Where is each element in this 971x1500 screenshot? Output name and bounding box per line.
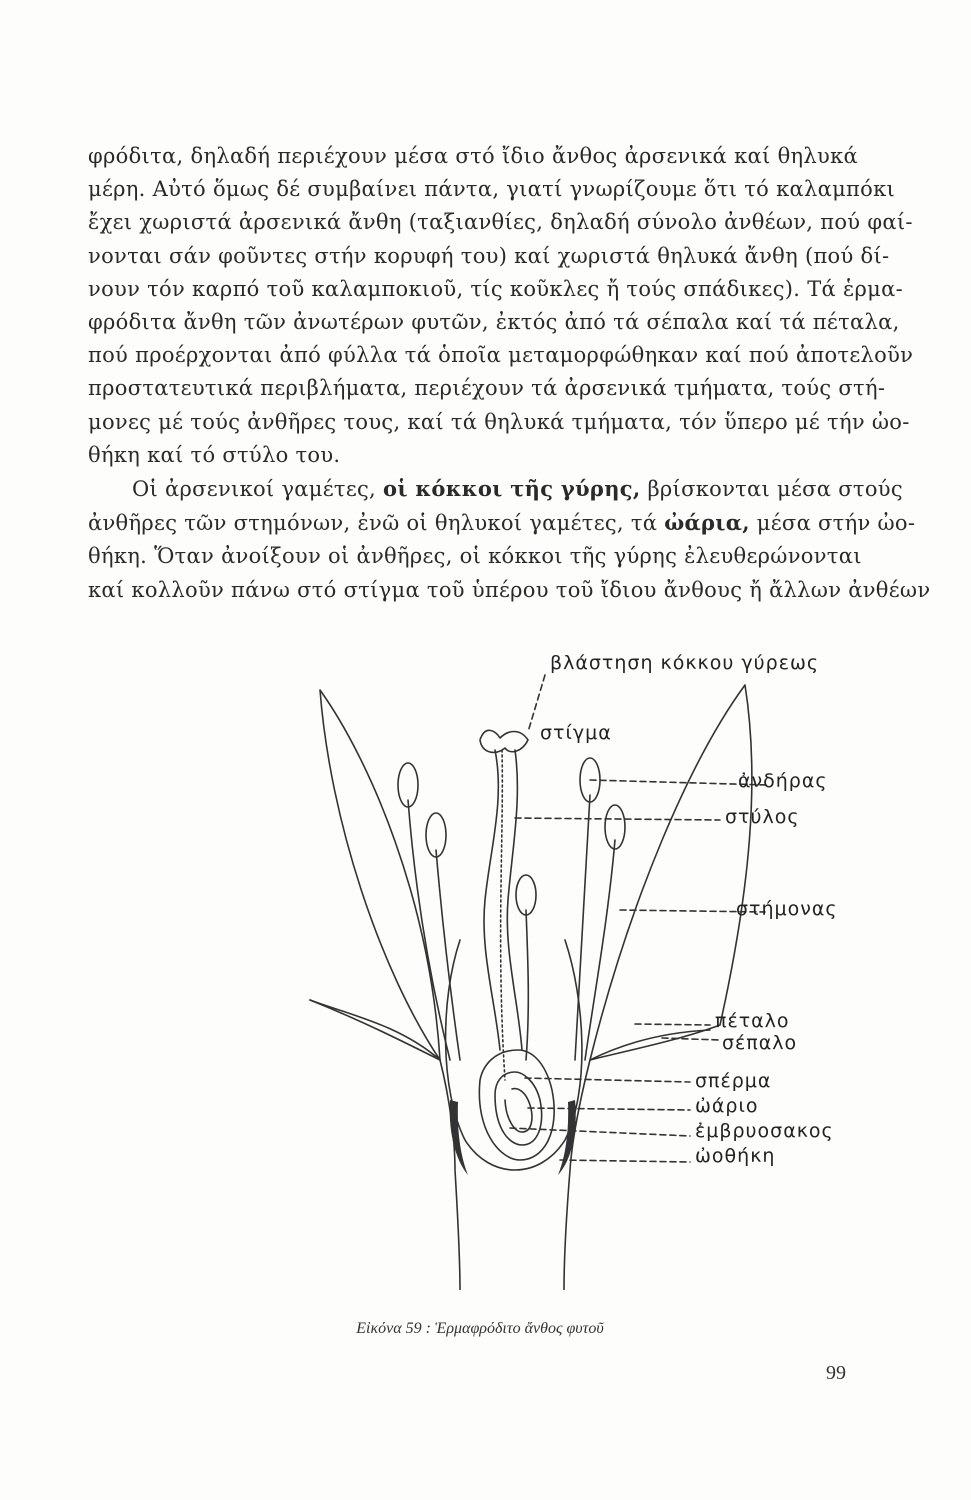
label-embryo-sac: ἐμβρυοσακος xyxy=(695,1120,834,1142)
ovary-wall-dark xyxy=(450,1100,468,1175)
flower-diagram xyxy=(290,640,850,1290)
text-line: καί κολλοῦν πάνω στό στίγμα τοῦ ὑπέρου τοῦ ἴδιου ἄνθους ἤ ἄλλων ἀνθέων xyxy=(88,577,931,602)
ovary-outline xyxy=(446,940,582,1170)
embryo-sac xyxy=(505,1089,532,1132)
body-text xyxy=(88,140,931,607)
text-fragment: ἀνθῆρες τῶν στημόνων, ἐνῶ οἱ θηλυκοί γαμέτες, τά xyxy=(88,511,665,536)
pollen-tube xyxy=(501,750,505,1080)
label-sperm: σπέρμα xyxy=(695,1070,772,1092)
text-line: νουν τόν καρπό τοῦ καλαμποκιοῦ, τίς κοῦκλες ἤ τούς σπάδικες). Τά ἑρμα- xyxy=(88,276,904,301)
leader-line xyxy=(528,1108,690,1110)
stamen-filament xyxy=(575,795,590,1060)
text-line: φρόδιτα ἄνθη τῶν ἀνωτέρων φυτῶν, ἐκτός ἀπό τά σέπαλα καί τά πέταλα, xyxy=(88,310,900,335)
left-petal xyxy=(310,690,440,1060)
leader-line xyxy=(560,1160,690,1162)
text-line: πού προέρχονται ἀπό φύλλα τά ὁποῖα μεταμορφώθηκαν καί πού ἀποτελοῦν xyxy=(88,343,914,368)
text-fragment: μέσα στήν ὠο- xyxy=(749,511,916,536)
paragraph-2-line-2 xyxy=(88,506,916,540)
text-line: μέρη. Αὐτό ὅμως δέ συμβαίνει πάντα, γιατί γνωρίζουμε ὅτι τό καλαμπόκι xyxy=(88,177,896,202)
label-style: στύλος xyxy=(725,806,800,828)
label-ovum: ὠάριο xyxy=(695,1095,759,1117)
label-stigma: στίγμα xyxy=(540,722,612,744)
style-tube xyxy=(507,750,522,1050)
text-line: προστατευτικά περιβλήματα, περιέχουν τά ἀρσενικά τμήματα, τούς στή- xyxy=(88,376,886,401)
text-line: ἔχει χωριστά ἀρσενικά ἄνθη (ταξιανθίες, δηλαδή σύνολο ἀνθέων, πού φαί- xyxy=(88,210,913,235)
text-line: νονται σάν φοῦντες στήν κορυφή του) καί χωριστά θηλυκά ἄνθη (πού δί- xyxy=(88,243,890,268)
anther xyxy=(516,875,536,915)
text-line: θήκη καί τό στύλο του. xyxy=(88,442,341,467)
right-petal xyxy=(590,685,752,1060)
label-stamen: στήμονας xyxy=(736,898,838,920)
bold-term-pollen: οἱ κόκκοι τῆς γύρης, xyxy=(383,476,641,502)
label-pollen-germination: βλάστηση κόκκου γύρεως xyxy=(550,652,820,674)
ovary-wall-dark xyxy=(558,1100,576,1175)
leader-line xyxy=(635,1024,710,1025)
text-line: θήκη. Ὅταν ἀνοίξουν οἱ ἀνθῆρες, οἱ κόκκοι τῆς γύρης ἐλευθερώνονται xyxy=(88,544,862,569)
label-petal: πέταλο xyxy=(715,1010,790,1032)
text-line: φρόδιτα, δηλαδή περιέχουν μέσα στό ἴδιο ἄνθος ἀρσενικά καί θηλυκά xyxy=(88,144,858,168)
page-number: 99 xyxy=(826,1362,846,1384)
text-line: μονες μέ τούς ἀνθῆρες τους, καί τά θηλυκά τμήματα, τόν ὕπερο μέ τήν ὠο- xyxy=(88,409,910,434)
label-sepal: σέπαλο xyxy=(722,1032,798,1054)
bold-term-ovum: ὠάρια, xyxy=(664,510,750,536)
stamen-filament xyxy=(585,840,615,1060)
leader-line xyxy=(515,818,720,820)
stigma-shape xyxy=(480,730,528,752)
text-fragment: βρίσκονται μέσα στούς xyxy=(640,477,903,502)
style-tube xyxy=(484,750,500,1050)
figure-caption: Εἰκόνα 59 : Ἑρμαφρόδιτο ἄνθος φυτοῦ xyxy=(356,1320,604,1337)
paragraph-2-line-1 xyxy=(88,472,903,506)
text-fragment: Οἱ ἀρσενικοί γαμέτες, xyxy=(132,477,384,502)
stamen-filament xyxy=(526,910,528,1060)
label-ovary: ὠοθήκη xyxy=(695,1145,776,1167)
label-anther: ἀνδήρας xyxy=(738,770,828,792)
stem xyxy=(564,1060,590,1290)
stamen-filament xyxy=(436,850,460,1060)
